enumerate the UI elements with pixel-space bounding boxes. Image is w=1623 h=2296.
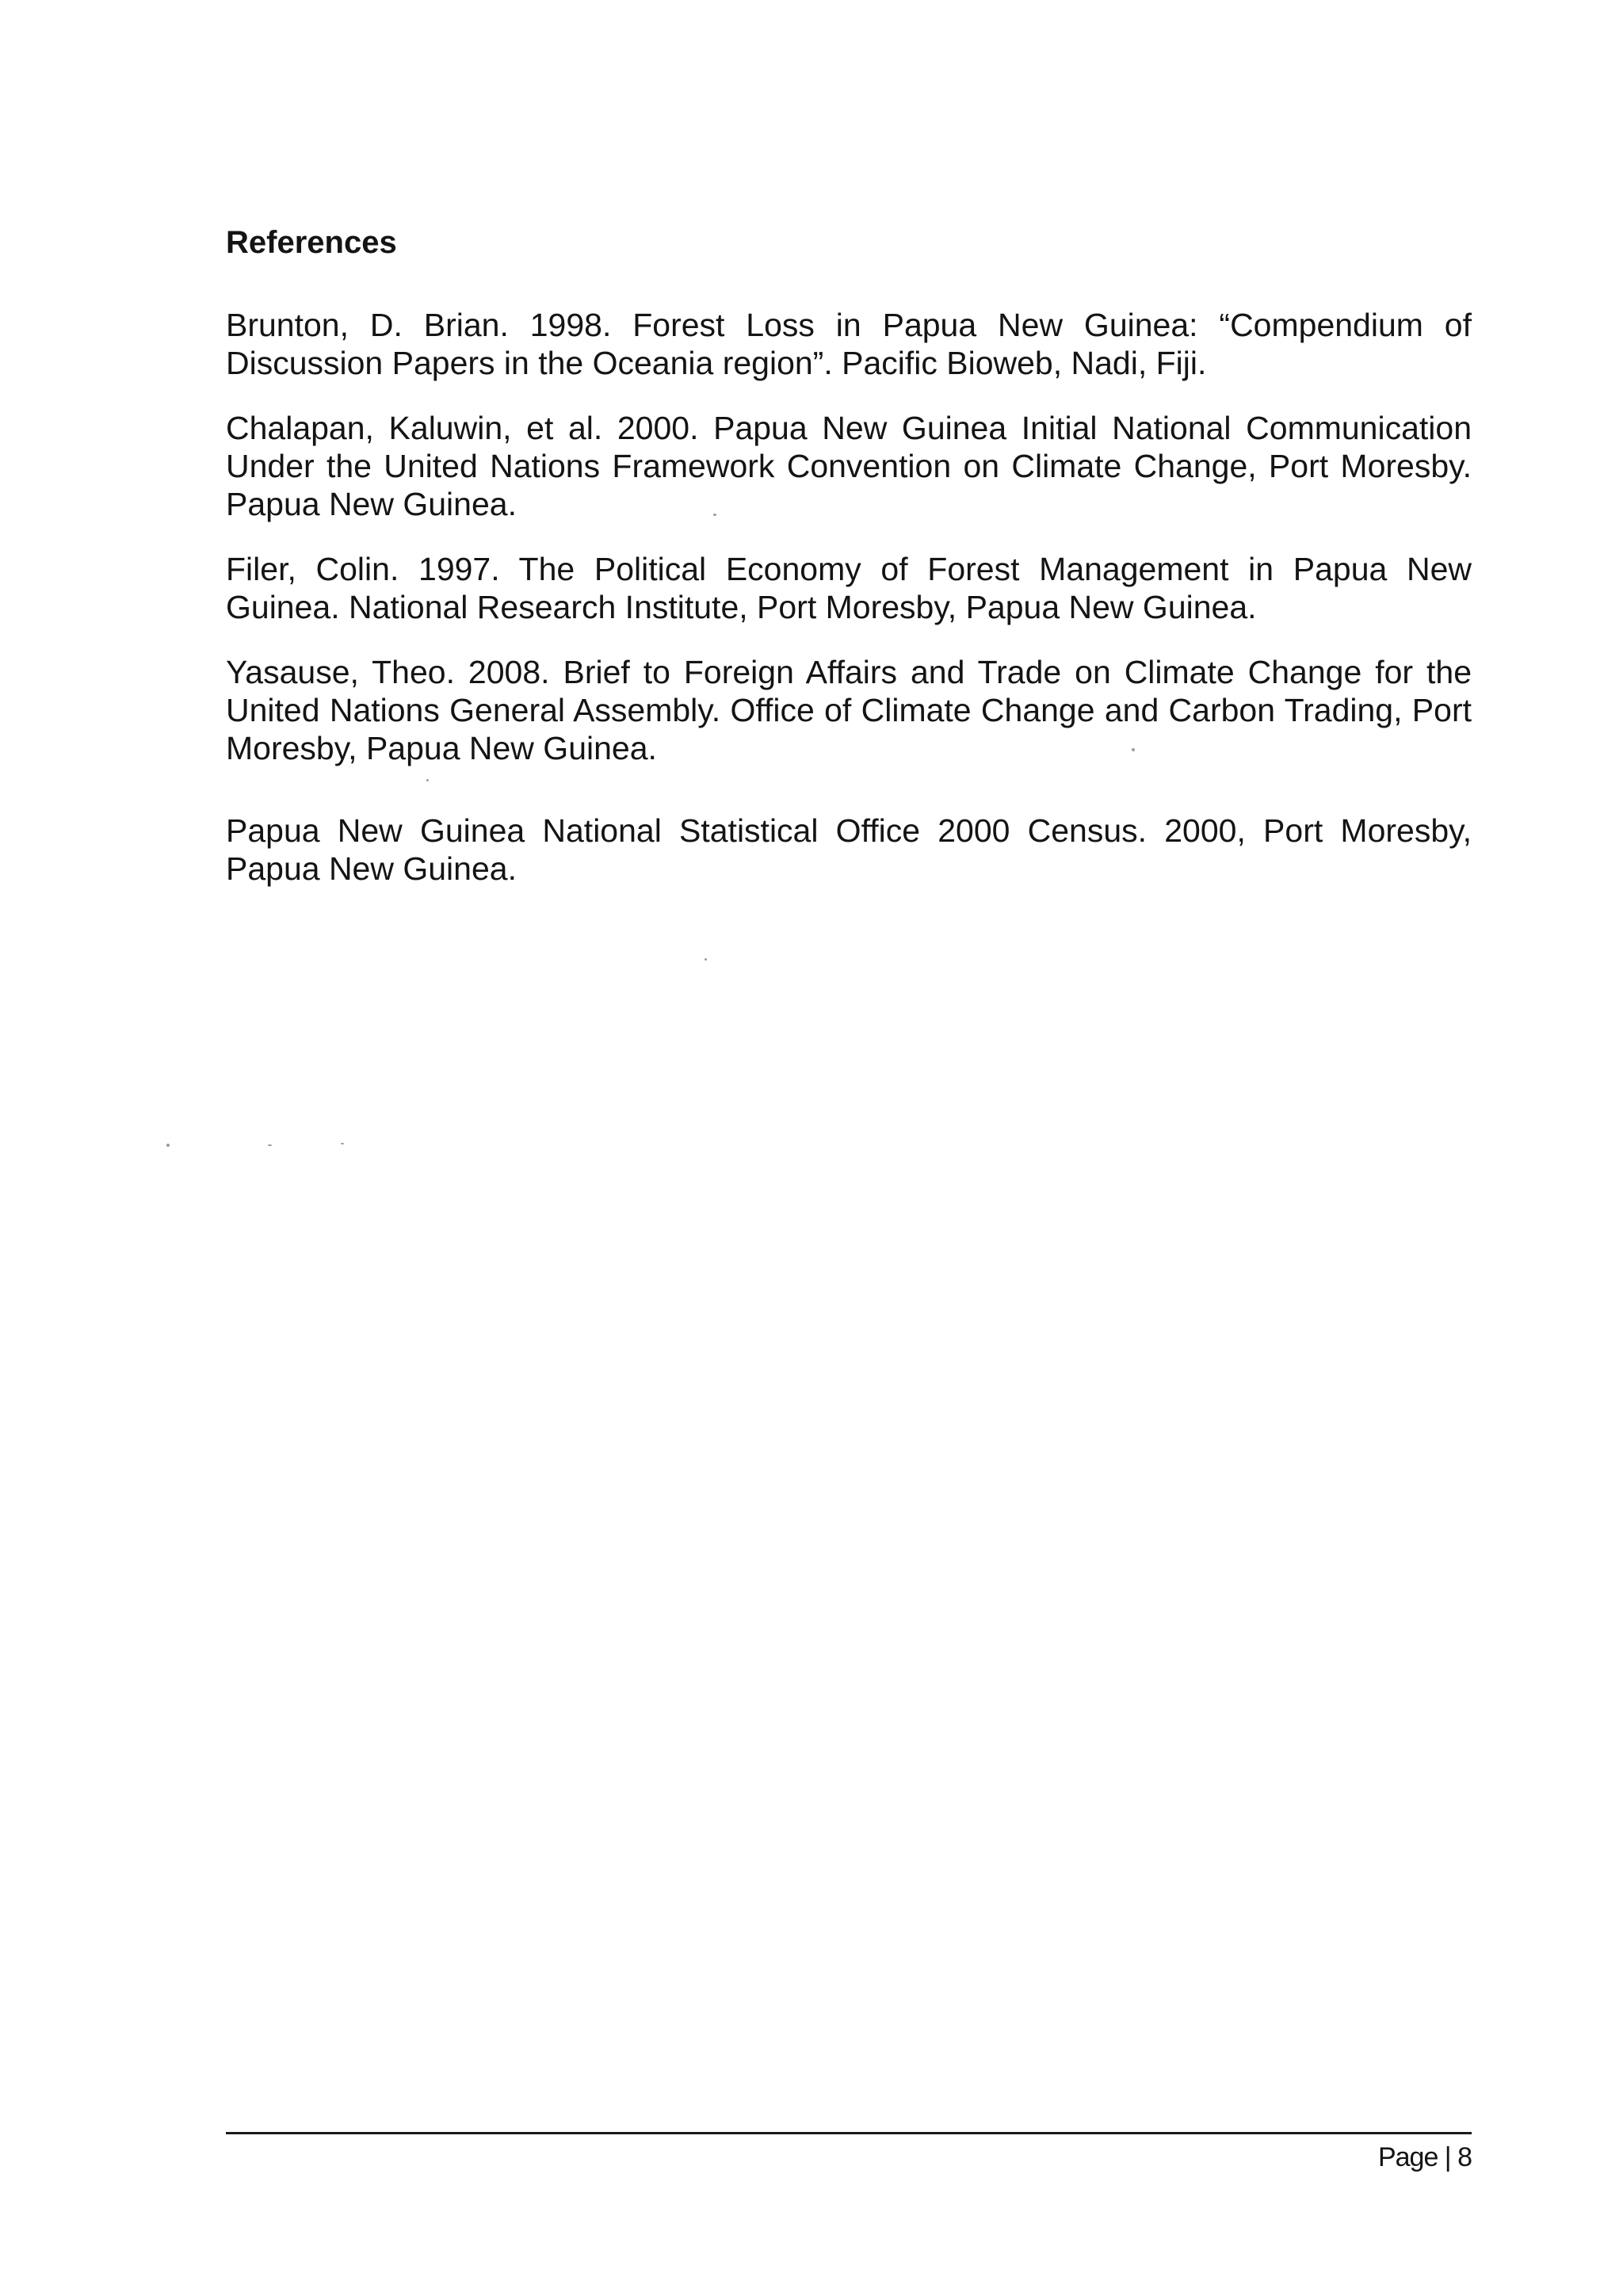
reference-item: Chalapan, Kaluwin, et al. 2000. Papua New Guinea Initial National Communication Under the United Nations Framework Convention on Climate Change, Port Moresby. Papua New Guinea.	[226, 410, 1472, 522]
references-heading: References	[226, 225, 397, 260]
reference-list	[226, 306, 1472, 888]
scan-speck	[1132, 748, 1135, 751]
scan-speck	[166, 1144, 170, 1147]
references-section	[226, 223, 1472, 915]
scan-speck	[705, 958, 707, 961]
scan-speck	[268, 1144, 272, 1146]
reference-item: Filer, Colin. 1997. The Political Economy of Forest Management in Papua New Guinea. National Research Institute, Port Moresby, Papua New Guinea.	[226, 551, 1472, 625]
page-number: Page | 8	[1377, 2142, 1472, 2172]
reference-item: Yasause, Theo. 2008. Brief to Foreign Affairs and Trade on Climate Change for the United Nations General Assembly. Office of Climate Change and Carbon Trading, Port Moresby, Papua New Guinea.	[226, 654, 1472, 766]
scan-speck	[341, 1143, 344, 1144]
scan-speck	[713, 514, 716, 516]
reference-item: Brunton, D. Brian. 1998. Forest Loss in Papua New Guinea: “Compendium of Discussion Papers in the Oceania region”. Pacific Bioweb, Nadi, Fiji.	[226, 307, 1472, 381]
footer-divider	[226, 2132, 1472, 2134]
scan-speck	[426, 779, 429, 781]
reference-item: Papua New Guinea National Statistical Office 2000 Census. 2000, Port Moresby, Papua New Guinea.	[226, 812, 1472, 887]
